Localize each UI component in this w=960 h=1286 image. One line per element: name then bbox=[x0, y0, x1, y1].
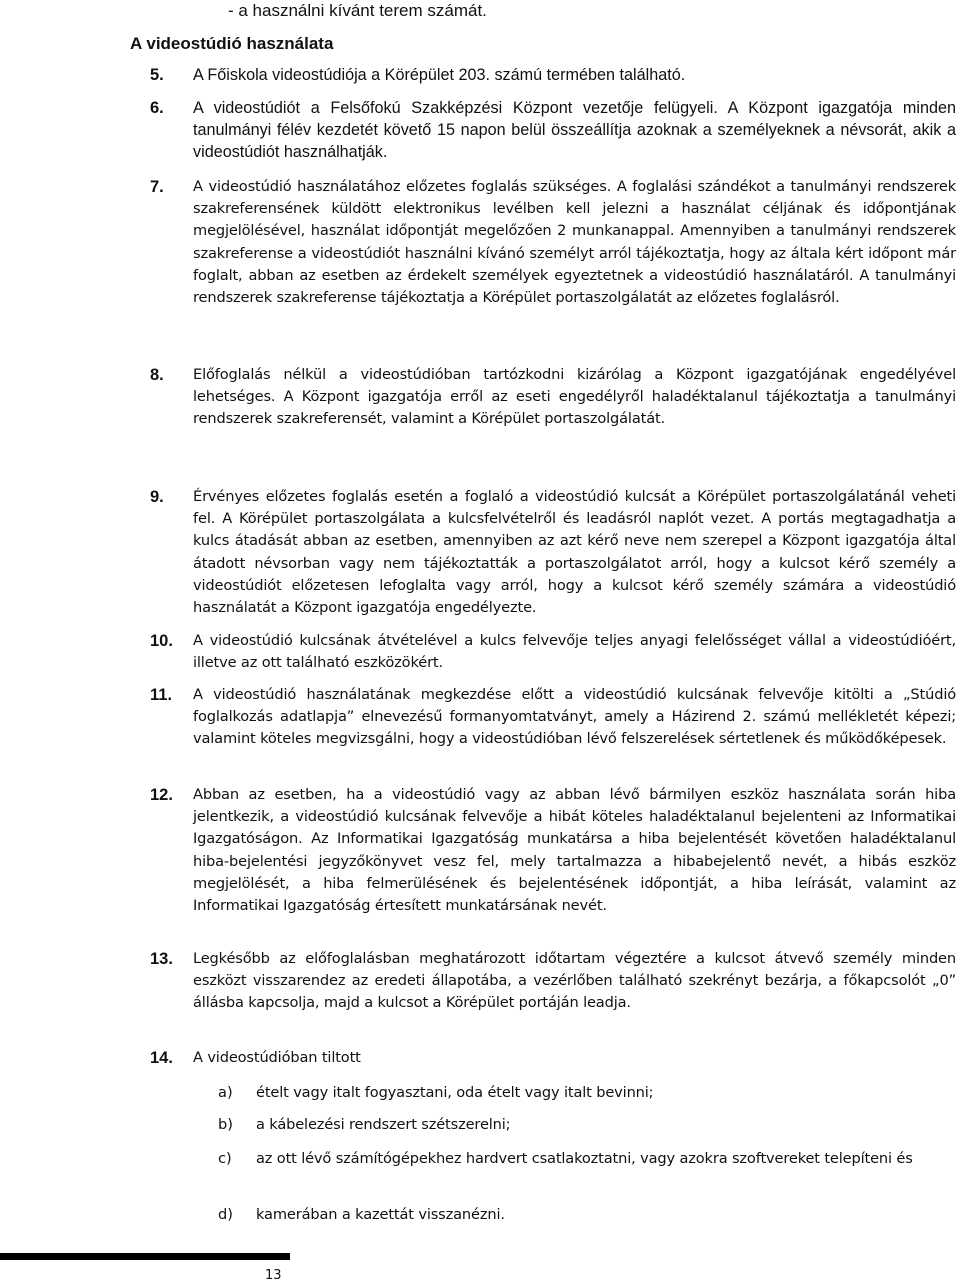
list-item-13 bbox=[150, 948, 956, 1015]
item-number: 8. bbox=[150, 366, 164, 384]
item-text: Előfoglalás nélkül a videostúdióban tartózkodni kizárólag a Központ igazgatójának engedélyével lehetséges. A Központ igazgatója erről az eseti engedélyről haladéktalanul tájékoztatja a tanulmányi rendszerek szakreferensét, valamint a Körépület portaszolgálatát. bbox=[193, 366, 956, 428]
sub-item-text: a kábelezési rendszert szétszerelni; bbox=[256, 1116, 511, 1133]
item-text: Érvényes előzetes foglalás esetén a foglaló a videostúdió kulcsát a Körépület portaszolgálatánál veheti fel. A Körépület portaszolgálata a kulcsfelvételről és leadásról naplót vezet. A portás megtagadhatja a kulcs átadását abban az esetben, amennyiben az azt kérő neve nem szerepel a Központ igazgatója által átadott névsorban vagy nem tájékoztatták a portaszolgálatot arról, hogy a kulcsot kérő személy a videostúdiót előzetesen lefoglalta vagy arról, hogy a kulcsot kérő személy számára a videostúdió használatát a Központ igazgatója engedélyezte. bbox=[193, 488, 956, 617]
item-text: A videostúdió kulcsának átvételével a kulcs felvevője teljes anyagi felelősséget vállal a videostúdióért, illetve az ott található eszközökért. bbox=[193, 632, 956, 672]
item-number: 9. bbox=[150, 488, 164, 506]
list-item-7 bbox=[150, 176, 956, 309]
list-item-10 bbox=[150, 630, 956, 674]
item-number: 13. bbox=[150, 950, 173, 968]
page-number: 13 bbox=[265, 1268, 282, 1283]
intro-line: - a használni kívánt terem számát. bbox=[228, 1, 487, 20]
footer-divider bbox=[0, 1253, 290, 1260]
item-number: 11. bbox=[150, 686, 173, 704]
list-item-11 bbox=[150, 684, 956, 751]
list-item-8 bbox=[150, 364, 956, 431]
item-text: A videostúdió használatához előzetes foglalás szükséges. A foglalási szándékot a tanulmányi rendszerek szakreferensének küldött elektronikus levélben kell jelezni a használat céljának és időpontjának megjelölésével, használat időpontját megelőzően 2 munkanappal. Amennyiben a tanulmányi rendszerek szakreferense a videostúdiót használni kívánó személyt arról tájékoztatja, hogy az általa kért időpont már foglalt, abban az esetben az érdekelt személyek egyeztetnek a videostúdió használatáról. A tanulmányi rendszerek szakreferense tájékoztatja a Körépület portaszolgálatát az előzetes foglalásról. bbox=[193, 178, 956, 307]
item-number: 7. bbox=[150, 178, 164, 196]
section-heading: A videostúdió használata bbox=[130, 34, 334, 53]
item-text: A videostúdiót a Felsőfokú Szakképzési Központ vezetője felügyeli. A Központ igazgatója minden tanulmányi félév kezdetét követő 15 napon belül összeállítja azoknak a személyeknek a névsorát, akik a videostúdiót használhatják. bbox=[193, 99, 956, 162]
sub-item-letter: d) bbox=[218, 1206, 233, 1223]
list-item-6 bbox=[150, 97, 956, 164]
item-text: Abban az esetben, ha a videostúdió vagy az abban lévő bármilyen eszköz használata során hiba jelentkezik, a videostúdió kulcsának felvevője a hibát köteles haladéktalanul bejelenteni az Informatikai Igazgatóságon. Az Informatikai Igazgatóság munkatársa a hiba bejelentését követően haladéktalanul hiba-bejelentési jegyzőkönyvet vesz fel, mely tartalmazza a hibabejelentő nevét, a hibás eszköz megjelölését, a hiba felmerülésének és bejelentésének időpontját, a hiba leírását, valamint az Informatikai Igazgatóság értesített munkatársának nevét. bbox=[193, 786, 956, 915]
list-item-14 bbox=[150, 1047, 956, 1069]
sub-item-text: kamerában a kazettát visszanézni. bbox=[256, 1206, 505, 1223]
sub-item-d bbox=[218, 1204, 958, 1226]
sub-item-b bbox=[218, 1114, 958, 1136]
sub-item-letter: c) bbox=[218, 1150, 232, 1167]
list-item-12 bbox=[150, 784, 956, 917]
item-text: A videostúdióban tiltott bbox=[193, 1049, 361, 1066]
item-text: A Főiskola videostúdiója a Körépület 203. számú termében található. bbox=[193, 66, 686, 84]
sub-item-text: ételt vagy italt fogyasztani, oda ételt vagy italt bevinni; bbox=[256, 1084, 654, 1101]
sub-item-c bbox=[218, 1148, 958, 1170]
item-text: Legkésőbb az előfoglalásban meghatározott időtartam végeztére a kulcsot átvevő személy minden eszközt visszarendez az eredeti állapotába, a vezérlőben található szekrényt bezárja, a főkapcsolót „0” állásba kapcsolja, majd a kulcsot a Körépület portáján leadja. bbox=[193, 950, 956, 1012]
sub-item-text: az ott lévő számítógépekhez hardvert csatlakoztatni, vagy azokra szoftvereket telepíteni és bbox=[256, 1150, 913, 1167]
item-text: A videostúdió használatának megkezdése előtt a videostúdió kulcsának felvevője kitölti a „Stúdió foglalkozás adatlapja” elnevezésű formanyomtatványt, amely a Házirend 2. számú mellékletét képezi; valamint köteles megvizsgálni, hogy a videostúdióban lévő felszerelések sértetlenek és működőképesek. bbox=[193, 686, 956, 748]
item-number: 14. bbox=[150, 1049, 173, 1067]
item-number: 6. bbox=[150, 99, 164, 117]
item-number: 5. bbox=[150, 66, 164, 84]
sub-item-letter: a) bbox=[218, 1084, 233, 1101]
item-number: 12. bbox=[150, 786, 173, 804]
sub-item-a bbox=[218, 1082, 958, 1104]
item-number: 10. bbox=[150, 632, 173, 650]
list-item-9 bbox=[150, 486, 956, 619]
sub-item-letter: b) bbox=[218, 1116, 233, 1133]
list-item-5 bbox=[150, 64, 956, 86]
